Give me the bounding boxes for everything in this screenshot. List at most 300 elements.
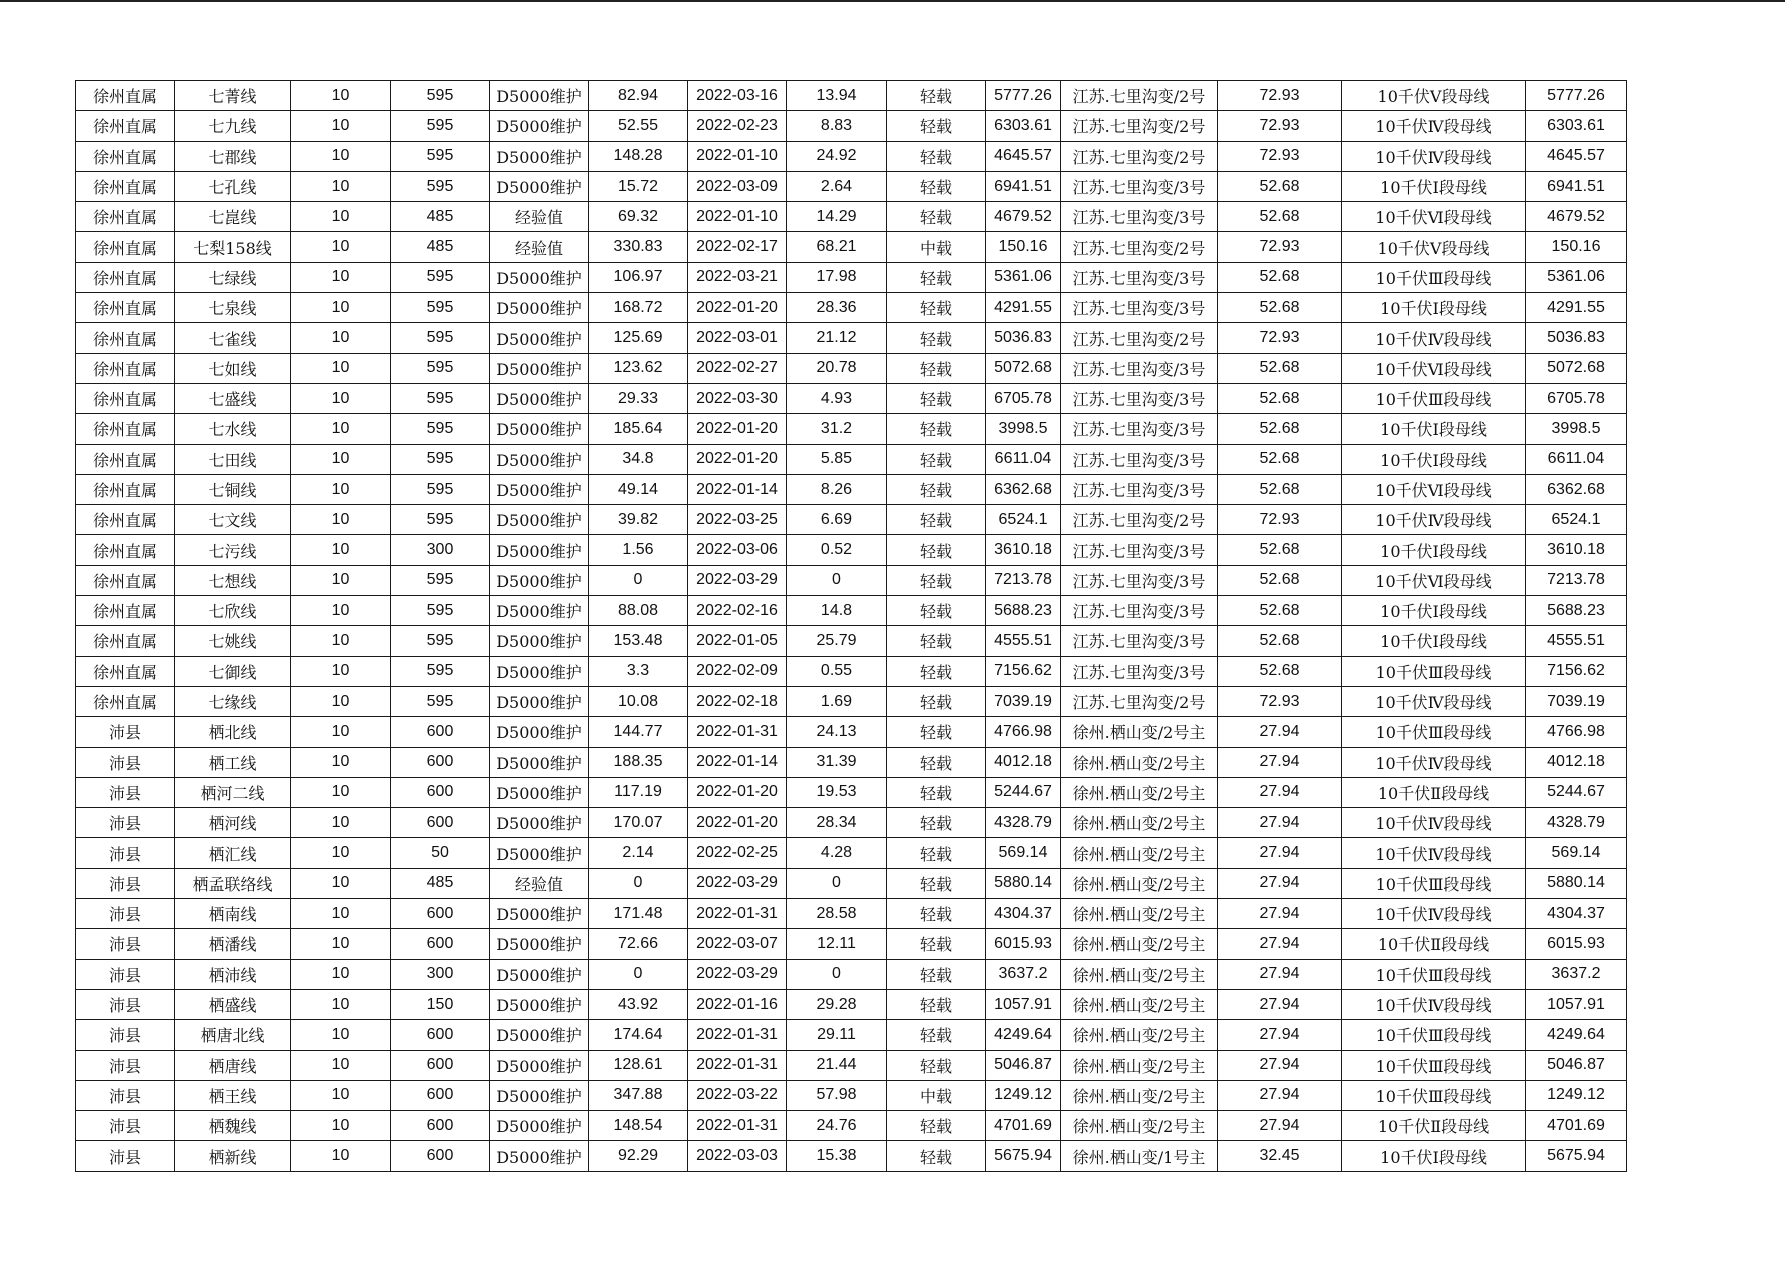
cell-available-capacity: 5361.06 (1526, 262, 1627, 292)
cell-current: 128.61 (589, 1050, 688, 1080)
cell-substation-transformer: 徐州.栖山变/2号主 (1061, 1020, 1218, 1050)
cell-load-status: 轻载 (887, 383, 986, 413)
cell-available-capacity: 6015.93 (1526, 929, 1627, 959)
cell-busbar: 10千伏Ⅳ段母线 (1342, 899, 1526, 929)
cell-transformer-load-rate: 27.94 (1218, 1080, 1342, 1110)
cell-substation-transformer: 徐州.栖山变/2号主 (1061, 747, 1218, 777)
cell-date: 2022-01-20 (688, 293, 787, 323)
cell-rated-current: 600 (391, 1141, 490, 1171)
cell-voltage: 10 (291, 202, 391, 232)
cell-load-status: 轻载 (887, 686, 986, 716)
cell-busbar: 10千伏Ⅲ段母线 (1342, 717, 1526, 747)
cell-available-capacity: 5777.26 (1526, 81, 1627, 111)
table-row (76, 353, 1627, 383)
cell-rated-current: 600 (391, 1080, 490, 1110)
cell-busbar: 10千伏Ⅵ段母线 (1342, 202, 1526, 232)
cell-load-rate: 0 (787, 868, 887, 898)
cell-date: 2022-03-22 (688, 1080, 787, 1110)
cell-margin: 5046.87 (986, 1050, 1061, 1080)
table-row (76, 111, 1627, 141)
cell-unit: 沛县 (76, 899, 175, 929)
cell-busbar: 10千伏Ⅲ段母线 (1342, 656, 1526, 686)
table-row (76, 747, 1627, 777)
cell-transformer-load-rate: 52.68 (1218, 565, 1342, 595)
cell-busbar: 10千伏Ⅵ段母线 (1342, 474, 1526, 504)
table-row (76, 838, 1627, 868)
cell-date: 2022-02-25 (688, 838, 787, 868)
cell-load-status: 轻载 (887, 535, 986, 565)
cell-unit: 徐州直属 (76, 565, 175, 595)
cell-substation-transformer: 江苏.七里沟变/3号 (1061, 474, 1218, 504)
cell-available-capacity: 5244.67 (1526, 777, 1627, 807)
cell-line-name: 七水线 (175, 414, 291, 444)
table-row (76, 777, 1627, 807)
cell-available-capacity: 6705.78 (1526, 383, 1627, 413)
cell-busbar: 10千伏Ⅳ段母线 (1342, 111, 1526, 141)
cell-limit-basis: D5000维护 (490, 1080, 589, 1110)
cell-available-capacity: 6362.68 (1526, 474, 1627, 504)
cell-transformer-load-rate: 27.94 (1218, 838, 1342, 868)
cell-limit-basis: D5000维护 (490, 686, 589, 716)
cell-rated-current: 600 (391, 929, 490, 959)
cell-unit: 徐州直属 (76, 111, 175, 141)
cell-current: 148.54 (589, 1111, 688, 1141)
cell-line-name: 七崑线 (175, 202, 291, 232)
cell-rated-current: 600 (391, 808, 490, 838)
cell-limit-basis: D5000维护 (490, 474, 589, 504)
cell-unit: 沛县 (76, 808, 175, 838)
cell-load-rate: 21.12 (787, 323, 887, 353)
cell-busbar: 10千伏Ⅱ段母线 (1342, 929, 1526, 959)
cell-load-status: 轻载 (887, 293, 986, 323)
cell-date: 2022-03-03 (688, 1141, 787, 1171)
cell-load-status: 轻载 (887, 262, 986, 292)
cell-busbar: 10千伏Ⅳ段母线 (1342, 989, 1526, 1019)
cell-date: 2022-01-31 (688, 1050, 787, 1080)
cell-current: 88.08 (589, 596, 688, 626)
cell-limit-basis: D5000维护 (490, 1111, 589, 1141)
cell-transformer-load-rate: 27.94 (1218, 777, 1342, 807)
cell-unit: 沛县 (76, 959, 175, 989)
table-row (76, 899, 1627, 929)
cell-load-rate: 25.79 (787, 626, 887, 656)
cell-load-rate: 31.2 (787, 414, 887, 444)
cell-unit: 徐州直属 (76, 323, 175, 353)
cell-margin: 3637.2 (986, 959, 1061, 989)
cell-unit: 徐州直属 (76, 414, 175, 444)
cell-date: 2022-03-09 (688, 171, 787, 201)
table-row (76, 444, 1627, 474)
cell-unit: 徐州直属 (76, 444, 175, 474)
cell-transformer-load-rate: 52.68 (1218, 656, 1342, 686)
cell-load-status: 轻载 (887, 1050, 986, 1080)
cell-unit: 徐州直属 (76, 202, 175, 232)
cell-line-name: 七九线 (175, 111, 291, 141)
cell-limit-basis: D5000维护 (490, 535, 589, 565)
cell-margin: 5361.06 (986, 262, 1061, 292)
cell-rated-current: 600 (391, 747, 490, 777)
cell-load-status: 轻载 (887, 414, 986, 444)
cell-transformer-load-rate: 52.68 (1218, 414, 1342, 444)
cell-voltage: 10 (291, 171, 391, 201)
cell-load-status: 轻载 (887, 353, 986, 383)
cell-date: 2022-01-05 (688, 626, 787, 656)
cell-voltage: 10 (291, 959, 391, 989)
cell-substation-transformer: 江苏.七里沟变/3号 (1061, 444, 1218, 474)
cell-voltage: 10 (291, 868, 391, 898)
cell-busbar: 10千伏Ⅱ段母线 (1342, 1111, 1526, 1141)
cell-substation-transformer: 江苏.七里沟变/3号 (1061, 565, 1218, 595)
cell-busbar: 10千伏Ⅲ段母线 (1342, 868, 1526, 898)
cell-unit: 沛县 (76, 1111, 175, 1141)
cell-current: 0 (589, 868, 688, 898)
cell-current: 123.62 (589, 353, 688, 383)
cell-margin: 7156.62 (986, 656, 1061, 686)
cell-voltage: 10 (291, 444, 391, 474)
cell-busbar: 10千伏Ⅰ段母线 (1342, 171, 1526, 201)
cell-limit-basis: D5000维护 (490, 323, 589, 353)
cell-current: 34.8 (589, 444, 688, 474)
table-row (76, 383, 1627, 413)
cell-busbar: 10千伏Ⅵ段母线 (1342, 353, 1526, 383)
cell-substation-transformer: 徐州.栖山变/2号主 (1061, 868, 1218, 898)
cell-load-status: 轻载 (887, 111, 986, 141)
cell-substation-transformer: 徐州.栖山变/2号主 (1061, 989, 1218, 1019)
cell-available-capacity: 3998.5 (1526, 414, 1627, 444)
table-row (76, 293, 1627, 323)
cell-margin: 5688.23 (986, 596, 1061, 626)
cell-date: 2022-03-16 (688, 81, 787, 111)
cell-date: 2022-03-25 (688, 505, 787, 535)
cell-load-rate: 28.58 (787, 899, 887, 929)
cell-current: 168.72 (589, 293, 688, 323)
cell-date: 2022-03-01 (688, 323, 787, 353)
cell-line-name: 栖盛线 (175, 989, 291, 1019)
cell-limit-basis: D5000维护 (490, 596, 589, 626)
cell-line-name: 栖潘线 (175, 929, 291, 959)
cell-transformer-load-rate: 27.94 (1218, 1020, 1342, 1050)
cell-limit-basis: D5000维护 (490, 777, 589, 807)
cell-transformer-load-rate: 52.68 (1218, 626, 1342, 656)
cell-load-rate: 29.11 (787, 1020, 887, 1050)
cell-rated-current: 595 (391, 81, 490, 111)
cell-substation-transformer: 徐州.栖山变/2号主 (1061, 1111, 1218, 1141)
cell-current: 0 (589, 959, 688, 989)
cell-substation-transformer: 徐州.栖山变/2号主 (1061, 959, 1218, 989)
cell-unit: 沛县 (76, 868, 175, 898)
cell-date: 2022-02-09 (688, 656, 787, 686)
cell-date: 2022-03-07 (688, 929, 787, 959)
cell-line-name: 七田线 (175, 444, 291, 474)
cell-available-capacity: 5880.14 (1526, 868, 1627, 898)
cell-substation-transformer: 江苏.七里沟变/2号 (1061, 111, 1218, 141)
cell-rated-current: 595 (391, 626, 490, 656)
cell-margin: 6524.1 (986, 505, 1061, 535)
cell-substation-transformer: 徐州.栖山变/1号主 (1061, 1141, 1218, 1171)
table-row (76, 81, 1627, 111)
cell-current: 3.3 (589, 656, 688, 686)
cell-unit: 徐州直属 (76, 686, 175, 716)
cell-load-status: 轻载 (887, 989, 986, 1019)
cell-transformer-load-rate: 52.68 (1218, 202, 1342, 232)
cell-limit-basis: D5000维护 (490, 565, 589, 595)
cell-limit-basis: D5000维护 (490, 262, 589, 292)
cell-busbar: 10千伏Ⅳ段母线 (1342, 808, 1526, 838)
cell-voltage: 10 (291, 1050, 391, 1080)
cell-substation-transformer: 徐州.栖山变/2号主 (1061, 717, 1218, 747)
cell-available-capacity: 5675.94 (1526, 1141, 1627, 1171)
cell-load-status: 轻载 (887, 959, 986, 989)
cell-substation-transformer: 江苏.七里沟变/2号 (1061, 686, 1218, 716)
cell-margin: 1057.91 (986, 989, 1061, 1019)
cell-date: 2022-02-16 (688, 596, 787, 626)
cell-margin: 5072.68 (986, 353, 1061, 383)
cell-rated-current: 485 (391, 868, 490, 898)
cell-unit: 徐州直属 (76, 474, 175, 504)
cell-load-status: 轻载 (887, 474, 986, 504)
cell-busbar: 10千伏Ⅲ段母线 (1342, 262, 1526, 292)
cell-limit-basis: 经验值 (490, 232, 589, 262)
cell-line-name: 七绿线 (175, 262, 291, 292)
table-row (76, 141, 1627, 171)
cell-substation-transformer: 江苏.七里沟变/3号 (1061, 383, 1218, 413)
cell-rated-current: 600 (391, 1050, 490, 1080)
cell-transformer-load-rate: 52.68 (1218, 171, 1342, 201)
cell-date: 2022-03-29 (688, 959, 787, 989)
cell-rated-current: 595 (391, 293, 490, 323)
cell-transformer-load-rate: 52.68 (1218, 535, 1342, 565)
cell-limit-basis: D5000维护 (490, 717, 589, 747)
cell-date: 2022-02-18 (688, 686, 787, 716)
cell-limit-basis: D5000维护 (490, 747, 589, 777)
cell-available-capacity: 5688.23 (1526, 596, 1627, 626)
cell-current: 82.94 (589, 81, 688, 111)
cell-load-status: 轻载 (887, 1020, 986, 1050)
cell-unit: 沛县 (76, 1050, 175, 1080)
cell-limit-basis: D5000维护 (490, 141, 589, 171)
cell-line-name: 栖河线 (175, 808, 291, 838)
table-row (76, 717, 1627, 747)
cell-margin: 5880.14 (986, 868, 1061, 898)
cell-rated-current: 600 (391, 1020, 490, 1050)
cell-unit: 沛县 (76, 838, 175, 868)
cell-busbar: 10千伏Ⅵ段母线 (1342, 565, 1526, 595)
cell-available-capacity: 4291.55 (1526, 293, 1627, 323)
cell-load-rate: 0 (787, 565, 887, 595)
cell-load-status: 轻载 (887, 929, 986, 959)
cell-date: 2022-03-21 (688, 262, 787, 292)
cell-available-capacity: 1249.12 (1526, 1080, 1627, 1110)
cell-transformer-load-rate: 72.93 (1218, 141, 1342, 171)
cell-voltage: 10 (291, 353, 391, 383)
cell-available-capacity: 4304.37 (1526, 899, 1627, 929)
cell-current: 15.72 (589, 171, 688, 201)
cell-date: 2022-01-31 (688, 1111, 787, 1141)
table-row (76, 202, 1627, 232)
cell-date: 2022-01-16 (688, 989, 787, 1019)
cell-current: 39.82 (589, 505, 688, 535)
table-row (76, 1111, 1627, 1141)
cell-available-capacity: 5072.68 (1526, 353, 1627, 383)
cell-limit-basis: D5000维护 (490, 444, 589, 474)
cell-load-rate: 8.83 (787, 111, 887, 141)
cell-limit-basis: D5000维护 (490, 353, 589, 383)
cell-available-capacity: 150.16 (1526, 232, 1627, 262)
cell-busbar: 10千伏Ⅳ段母线 (1342, 505, 1526, 535)
table-row (76, 626, 1627, 656)
cell-rated-current: 485 (391, 232, 490, 262)
cell-transformer-load-rate: 27.94 (1218, 929, 1342, 959)
cell-unit: 沛县 (76, 717, 175, 747)
cell-line-name: 七姚线 (175, 626, 291, 656)
cell-rated-current: 595 (391, 656, 490, 686)
cell-load-rate: 0.55 (787, 656, 887, 686)
cell-substation-transformer: 江苏.七里沟变/3号 (1061, 353, 1218, 383)
cell-line-name: 七盛线 (175, 383, 291, 413)
cell-load-status: 轻载 (887, 171, 986, 201)
table-row (76, 535, 1627, 565)
cell-load-rate: 24.13 (787, 717, 887, 747)
cell-voltage: 10 (291, 596, 391, 626)
cell-available-capacity: 4249.64 (1526, 1020, 1627, 1050)
cell-busbar: 10千伏Ⅰ段母线 (1342, 1141, 1526, 1171)
cell-margin: 7039.19 (986, 686, 1061, 716)
cell-available-capacity: 6941.51 (1526, 171, 1627, 201)
cell-voltage: 10 (291, 929, 391, 959)
cell-voltage: 10 (291, 808, 391, 838)
cell-unit: 徐州直属 (76, 232, 175, 262)
cell-unit: 沛县 (76, 989, 175, 1019)
cell-busbar: 10千伏Ⅰ段母线 (1342, 535, 1526, 565)
cell-margin: 3998.5 (986, 414, 1061, 444)
cell-load-rate: 29.28 (787, 989, 887, 1019)
cell-available-capacity: 5046.87 (1526, 1050, 1627, 1080)
cell-rated-current: 595 (391, 323, 490, 353)
cell-limit-basis: D5000维护 (490, 899, 589, 929)
cell-load-status: 轻载 (887, 808, 986, 838)
cell-unit: 徐州直属 (76, 353, 175, 383)
cell-rated-current: 600 (391, 777, 490, 807)
cell-load-status: 轻载 (887, 1111, 986, 1141)
cell-busbar: 10千伏Ⅴ段母线 (1342, 232, 1526, 262)
cell-line-name: 七污线 (175, 535, 291, 565)
cell-rated-current: 300 (391, 959, 490, 989)
cell-rated-current: 600 (391, 717, 490, 747)
cell-available-capacity: 4645.57 (1526, 141, 1627, 171)
cell-available-capacity: 4012.18 (1526, 747, 1627, 777)
cell-unit: 沛县 (76, 1080, 175, 1110)
cell-limit-basis: D5000维护 (490, 81, 589, 111)
cell-voltage: 10 (291, 111, 391, 141)
cell-current: 170.07 (589, 808, 688, 838)
cell-unit: 徐州直属 (76, 171, 175, 201)
table-row (76, 262, 1627, 292)
cell-transformer-load-rate: 27.94 (1218, 989, 1342, 1019)
cell-limit-basis: D5000维护 (490, 808, 589, 838)
cell-line-name: 七铜线 (175, 474, 291, 504)
cell-unit: 徐州直属 (76, 262, 175, 292)
cell-available-capacity: 4555.51 (1526, 626, 1627, 656)
table-row (76, 868, 1627, 898)
cell-load-rate: 68.21 (787, 232, 887, 262)
cell-limit-basis: 经验值 (490, 868, 589, 898)
cell-margin: 6015.93 (986, 929, 1061, 959)
cell-unit: 徐州直属 (76, 81, 175, 111)
cell-line-name: 栖唐线 (175, 1050, 291, 1080)
cell-available-capacity: 4328.79 (1526, 808, 1627, 838)
cell-rated-current: 595 (391, 111, 490, 141)
cell-load-status: 轻载 (887, 838, 986, 868)
cell-line-name: 栖北线 (175, 717, 291, 747)
cell-load-status: 轻载 (887, 81, 986, 111)
cell-load-rate: 28.34 (787, 808, 887, 838)
cell-current: 29.33 (589, 383, 688, 413)
cell-rated-current: 595 (391, 596, 490, 626)
cell-margin: 6303.61 (986, 111, 1061, 141)
cell-available-capacity: 4679.52 (1526, 202, 1627, 232)
cell-substation-transformer: 徐州.栖山变/2号主 (1061, 808, 1218, 838)
cell-load-status: 轻载 (887, 626, 986, 656)
cell-transformer-load-rate: 32.45 (1218, 1141, 1342, 1171)
cell-date: 2022-01-20 (688, 777, 787, 807)
cell-voltage: 10 (291, 262, 391, 292)
cell-limit-basis: 经验值 (490, 202, 589, 232)
cell-load-rate: 12.11 (787, 929, 887, 959)
cell-load-rate: 2.64 (787, 171, 887, 201)
cell-rated-current: 485 (391, 202, 490, 232)
cell-voltage: 10 (291, 1111, 391, 1141)
cell-date: 2022-01-20 (688, 414, 787, 444)
cell-substation-transformer: 江苏.七里沟变/3号 (1061, 535, 1218, 565)
cell-load-rate: 14.8 (787, 596, 887, 626)
cell-load-status: 轻载 (887, 323, 986, 353)
cell-limit-basis: D5000维护 (490, 505, 589, 535)
cell-substation-transformer: 江苏.七里沟变/2号 (1061, 81, 1218, 111)
table-row (76, 959, 1627, 989)
cell-date: 2022-01-10 (688, 141, 787, 171)
table-row (76, 232, 1627, 262)
cell-load-rate: 28.36 (787, 293, 887, 323)
cell-transformer-load-rate: 52.68 (1218, 262, 1342, 292)
cell-margin: 5244.67 (986, 777, 1061, 807)
table-row (76, 1050, 1627, 1080)
cell-unit: 徐州直属 (76, 141, 175, 171)
cell-load-rate: 14.29 (787, 202, 887, 232)
cell-date: 2022-02-23 (688, 111, 787, 141)
cell-available-capacity: 569.14 (1526, 838, 1627, 868)
cell-voltage: 10 (291, 474, 391, 504)
cell-voltage: 10 (291, 1080, 391, 1110)
cell-rated-current: 595 (391, 383, 490, 413)
cell-current: 0 (589, 565, 688, 595)
cell-transformer-load-rate: 72.93 (1218, 81, 1342, 111)
table-row (76, 1080, 1627, 1110)
cell-current: 188.35 (589, 747, 688, 777)
cell-margin: 5777.26 (986, 81, 1061, 111)
cell-load-rate: 57.98 (787, 1080, 887, 1110)
cell-voltage: 10 (291, 505, 391, 535)
page-top-rule (0, 0, 1785, 2)
cell-substation-transformer: 江苏.七里沟变/3号 (1061, 656, 1218, 686)
table-row (76, 596, 1627, 626)
cell-substation-transformer: 江苏.七里沟变/3号 (1061, 596, 1218, 626)
cell-margin: 6362.68 (986, 474, 1061, 504)
cell-margin: 4291.55 (986, 293, 1061, 323)
cell-margin: 6611.04 (986, 444, 1061, 474)
cell-current: 117.19 (589, 777, 688, 807)
cell-busbar: 10千伏Ⅲ段母线 (1342, 1050, 1526, 1080)
cell-load-rate: 17.98 (787, 262, 887, 292)
